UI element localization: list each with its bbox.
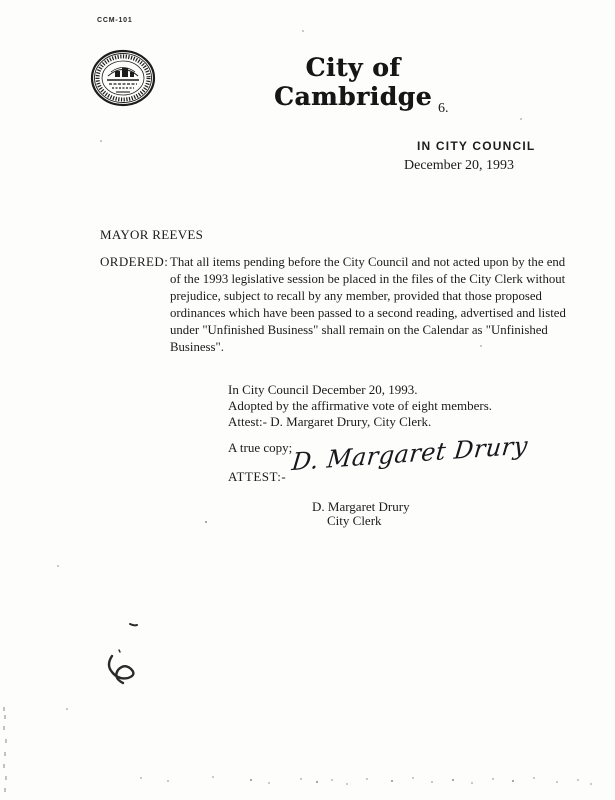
agenda-number: 6. — [438, 101, 449, 116]
form-code: CCM-101 — [97, 17, 133, 24]
attest-label: ATTEST:- — [228, 469, 287, 484]
true-copy-line: A true copy; — [228, 440, 293, 455]
signer-title: City Clerk — [327, 513, 382, 528]
adoption-block — [228, 382, 492, 430]
signer-name: D. Margaret Drury — [312, 499, 410, 514]
clerk-signature: D. Margaret Drury — [290, 431, 530, 477]
order-line: of the 1993 legislative session be placed in the files of the City Clerk without — [170, 272, 566, 286]
order-line: ordinances which have been passed to a second reading, advertised and listed — [170, 306, 566, 320]
order-line: That all items pending before the City Council and not acted upon by the end — [170, 255, 566, 269]
order-line: prejudice, subject to recall by any member, provided that those proposed — [170, 289, 542, 303]
adoption-line: In City Council December 20, 1993. — [228, 382, 418, 397]
order-line: Business". — [170, 340, 224, 354]
order-text — [170, 254, 570, 356]
order-line: under "Unfinished Business" shall remain on the Calendar as "Unfinished — [170, 323, 548, 337]
page-title: City of Cambridge — [273, 53, 433, 111]
ink-squiggle-mark — [98, 612, 148, 697]
sponsor-line: MAYOR REEVES — [100, 227, 204, 242]
city-seal-icon — [89, 49, 157, 107]
council-heading: IN CITY COUNCIL — [417, 139, 536, 153]
adoption-line: Adopted by the affirmative vote of eight members. — [228, 398, 493, 413]
adoption-line: Attest:- D. Margaret Drury, City Clerk. — [228, 414, 432, 429]
council-date: December 20, 1993 — [404, 158, 515, 173]
order-label: ORDERED: — [100, 254, 169, 269]
